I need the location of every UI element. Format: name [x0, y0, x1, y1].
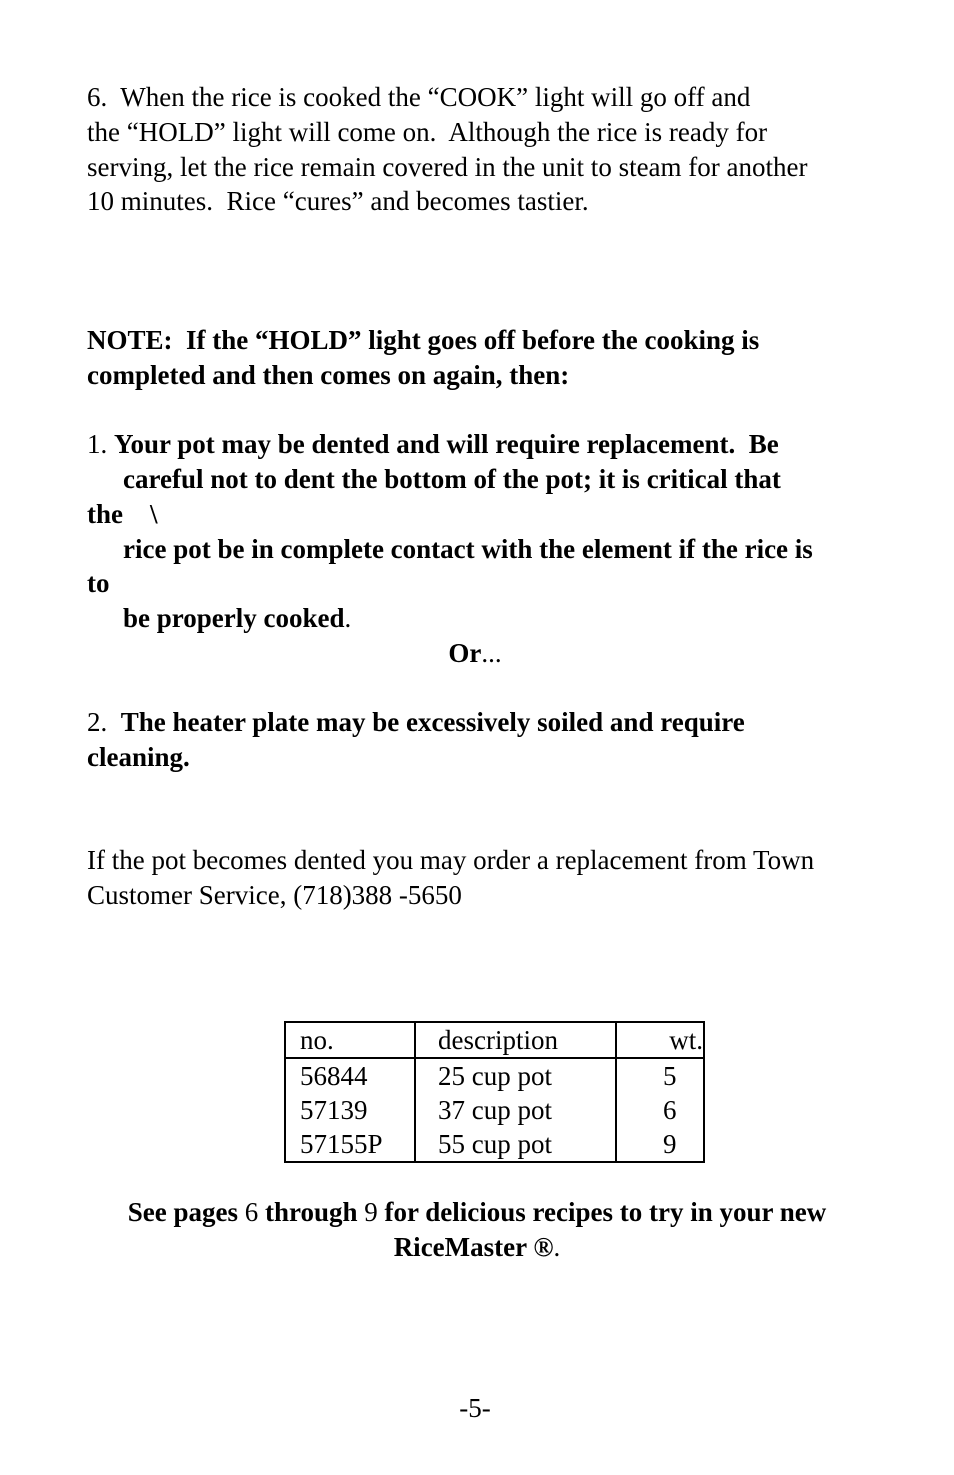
row-no: 56844 [285, 1058, 415, 1093]
row-wt: 6 [663, 1095, 677, 1125]
cause-2-line-1 [87, 705, 745, 739]
cause-1-text-1: Your pot may be dented and will require replacement. Be [114, 429, 779, 459]
note-line-2: completed and then comes on again, then: [87, 360, 570, 390]
step-6-line-2: the “HOLD” light will come on. Although the rice is ready for [87, 117, 768, 147]
row-description: 55 cup pot [415, 1127, 616, 1162]
header-description: description [415, 1022, 616, 1058]
cause-1-line-4: rice pot be in complete contact with the element if the rice is [123, 534, 813, 564]
step-6-line-4: 10 minutes. Rice “cures” and becomes tastier. [87, 186, 589, 216]
row-no: 57155P [285, 1127, 415, 1162]
cause-2-text-1: The heater plate may be excessively soiled and require [120, 707, 745, 737]
recipes-line-2-period: . [553, 1232, 561, 1262]
replacement-line-2: Customer Service, (718)388 -5650 [87, 880, 462, 910]
cause-1-line-5: to [87, 568, 110, 598]
table-row [285, 1093, 704, 1127]
cause-2-number: 2. [87, 707, 121, 737]
row-description: 25 cup pot [415, 1058, 616, 1093]
cause-2-line-2: cleaning. [87, 742, 190, 772]
row-description: 37 cup pot [415, 1093, 616, 1127]
cause-1-line-6-period: . [344, 603, 352, 633]
recipes-text-1: See pages [127, 1197, 245, 1227]
or-separator [0, 636, 952, 670]
cause-1-line-1 [87, 427, 779, 461]
recipes-line-2 [0, 1230, 954, 1264]
note-line-1: NOTE: If the “HOLD” light goes off before the cooking is [87, 325, 760, 355]
cause-1-line-2: careful not to dent the bottom of the pot; it is critical that [123, 464, 781, 494]
table-row [285, 1127, 704, 1162]
recipes-page-from: 6 [244, 1197, 259, 1227]
table-row [285, 1058, 704, 1093]
page-number: -5- [459, 1393, 491, 1423]
header-wt: wt. [616, 1022, 704, 1058]
step-6-line-3: serving, let the rice remain covered in the unit to steam for another [87, 152, 808, 182]
cause-1-line-6 [123, 601, 351, 635]
recipes-line-1 [0, 1195, 954, 1229]
recipes-text-3: for delicious recipes to try in your new [377, 1197, 827, 1227]
cause-1-line-3: the \ [87, 499, 158, 529]
replacement-line-1: If the pot becomes dented you may order a replacement from Town [87, 845, 815, 875]
recipes-product-name: RiceMaster ® [393, 1232, 554, 1262]
recipes-text-2: through [258, 1197, 365, 1227]
or-word: Or [448, 638, 482, 668]
row-no: 57139 [285, 1093, 415, 1127]
recipes-page-to: 9 [364, 1197, 378, 1227]
header-no: no. [285, 1022, 415, 1058]
cause-1-number: 1. [87, 429, 114, 459]
parts-table [284, 1021, 705, 1163]
row-wt: 5 [663, 1061, 677, 1091]
or-dots: ... [481, 638, 502, 668]
step-6-line-1: 6. When the rice is cooked the “COOK” light will go off and [87, 82, 751, 112]
parts-table-header [285, 1022, 704, 1058]
row-wt: 9 [663, 1129, 677, 1159]
cause-1-text-6: be properly cooked [123, 603, 345, 633]
